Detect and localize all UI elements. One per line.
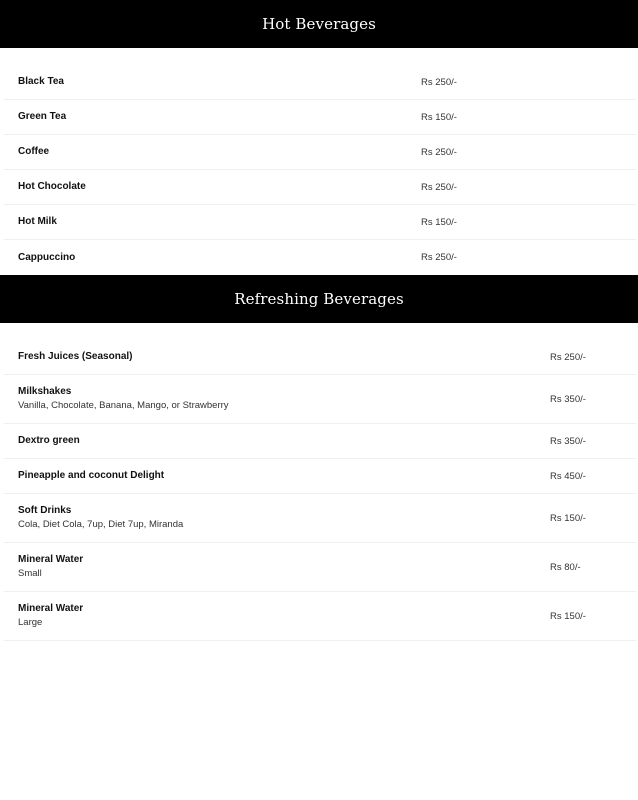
- item-price: Rs 250/-: [421, 252, 457, 263]
- item-name: Coffee: [18, 146, 50, 157]
- menu-item-milkshakes: [4, 375, 636, 424]
- item-name: Hot Chocolate: [18, 181, 86, 192]
- item-price: Rs 350/-: [550, 393, 586, 405]
- item-description: Large: [18, 617, 43, 628]
- menu-item-coffee: [4, 135, 636, 170]
- menu-item-soft-drinks: [4, 494, 636, 543]
- menu-item-green-tea: [4, 100, 636, 135]
- item-description: Small: [18, 568, 42, 579]
- item-description: Vanilla, Chocolate, Banana, Mango, or Strawberry: [18, 400, 229, 411]
- item-name: Fresh Juices (Seasonal): [18, 351, 133, 362]
- item-price: Rs 250/-: [421, 76, 457, 88]
- item-name: Pineapple and coconut Delight: [18, 470, 165, 481]
- item-name: Dextro green: [18, 435, 80, 446]
- item-price: Rs 250/-: [421, 181, 457, 193]
- section-title: Refreshing Beverages: [234, 290, 404, 308]
- refreshing-beverages-list: [0, 323, 638, 641]
- section-header-refreshing-beverages: [0, 275, 638, 323]
- item-price: Rs 150/-: [550, 512, 586, 524]
- item-price: Rs 150/-: [421, 216, 457, 228]
- menu-item-black-tea: [4, 65, 636, 100]
- menu-item-fresh-juices: [4, 340, 636, 375]
- menu-item-hot-chocolate: [4, 170, 636, 205]
- item-price: Rs 350/-: [550, 435, 586, 447]
- item-name: Green Tea: [18, 111, 67, 122]
- item-description: Cola, Diet Cola, 7up, Diet 7up, Miranda: [18, 519, 184, 530]
- menu-item-mineral-water-small: [4, 543, 636, 592]
- item-name: Mineral Water: [18, 554, 84, 565]
- item-name: Mineral Water: [18, 603, 84, 614]
- item-name: Milkshakes: [18, 386, 72, 397]
- item-price: Rs 80/-: [550, 561, 581, 573]
- menu-item-mineral-water-large: [4, 592, 636, 641]
- item-price: Rs 150/-: [421, 111, 457, 123]
- item-price: Rs 250/-: [550, 351, 586, 363]
- item-name: Cappuccino: [18, 251, 76, 263]
- menu-item-dextro-green: [4, 424, 636, 459]
- item-name: Hot Milk: [18, 216, 57, 227]
- item-price: Rs 250/-: [421, 146, 457, 158]
- item-price: Rs 450/-: [550, 470, 586, 482]
- section-header-hot-beverages: [0, 0, 638, 48]
- hot-beverages-list: [0, 48, 638, 275]
- item-name: Soft Drinks: [18, 505, 72, 516]
- item-price: Rs 150/-: [550, 610, 586, 622]
- menu-item-cappuccino: [4, 240, 636, 275]
- menu-item-hot-milk: [4, 205, 636, 240]
- item-name: Black Tea: [18, 76, 64, 87]
- menu-item-pineapple-coconut-delight: [4, 459, 636, 494]
- section-title: Hot Beverages: [262, 15, 376, 33]
